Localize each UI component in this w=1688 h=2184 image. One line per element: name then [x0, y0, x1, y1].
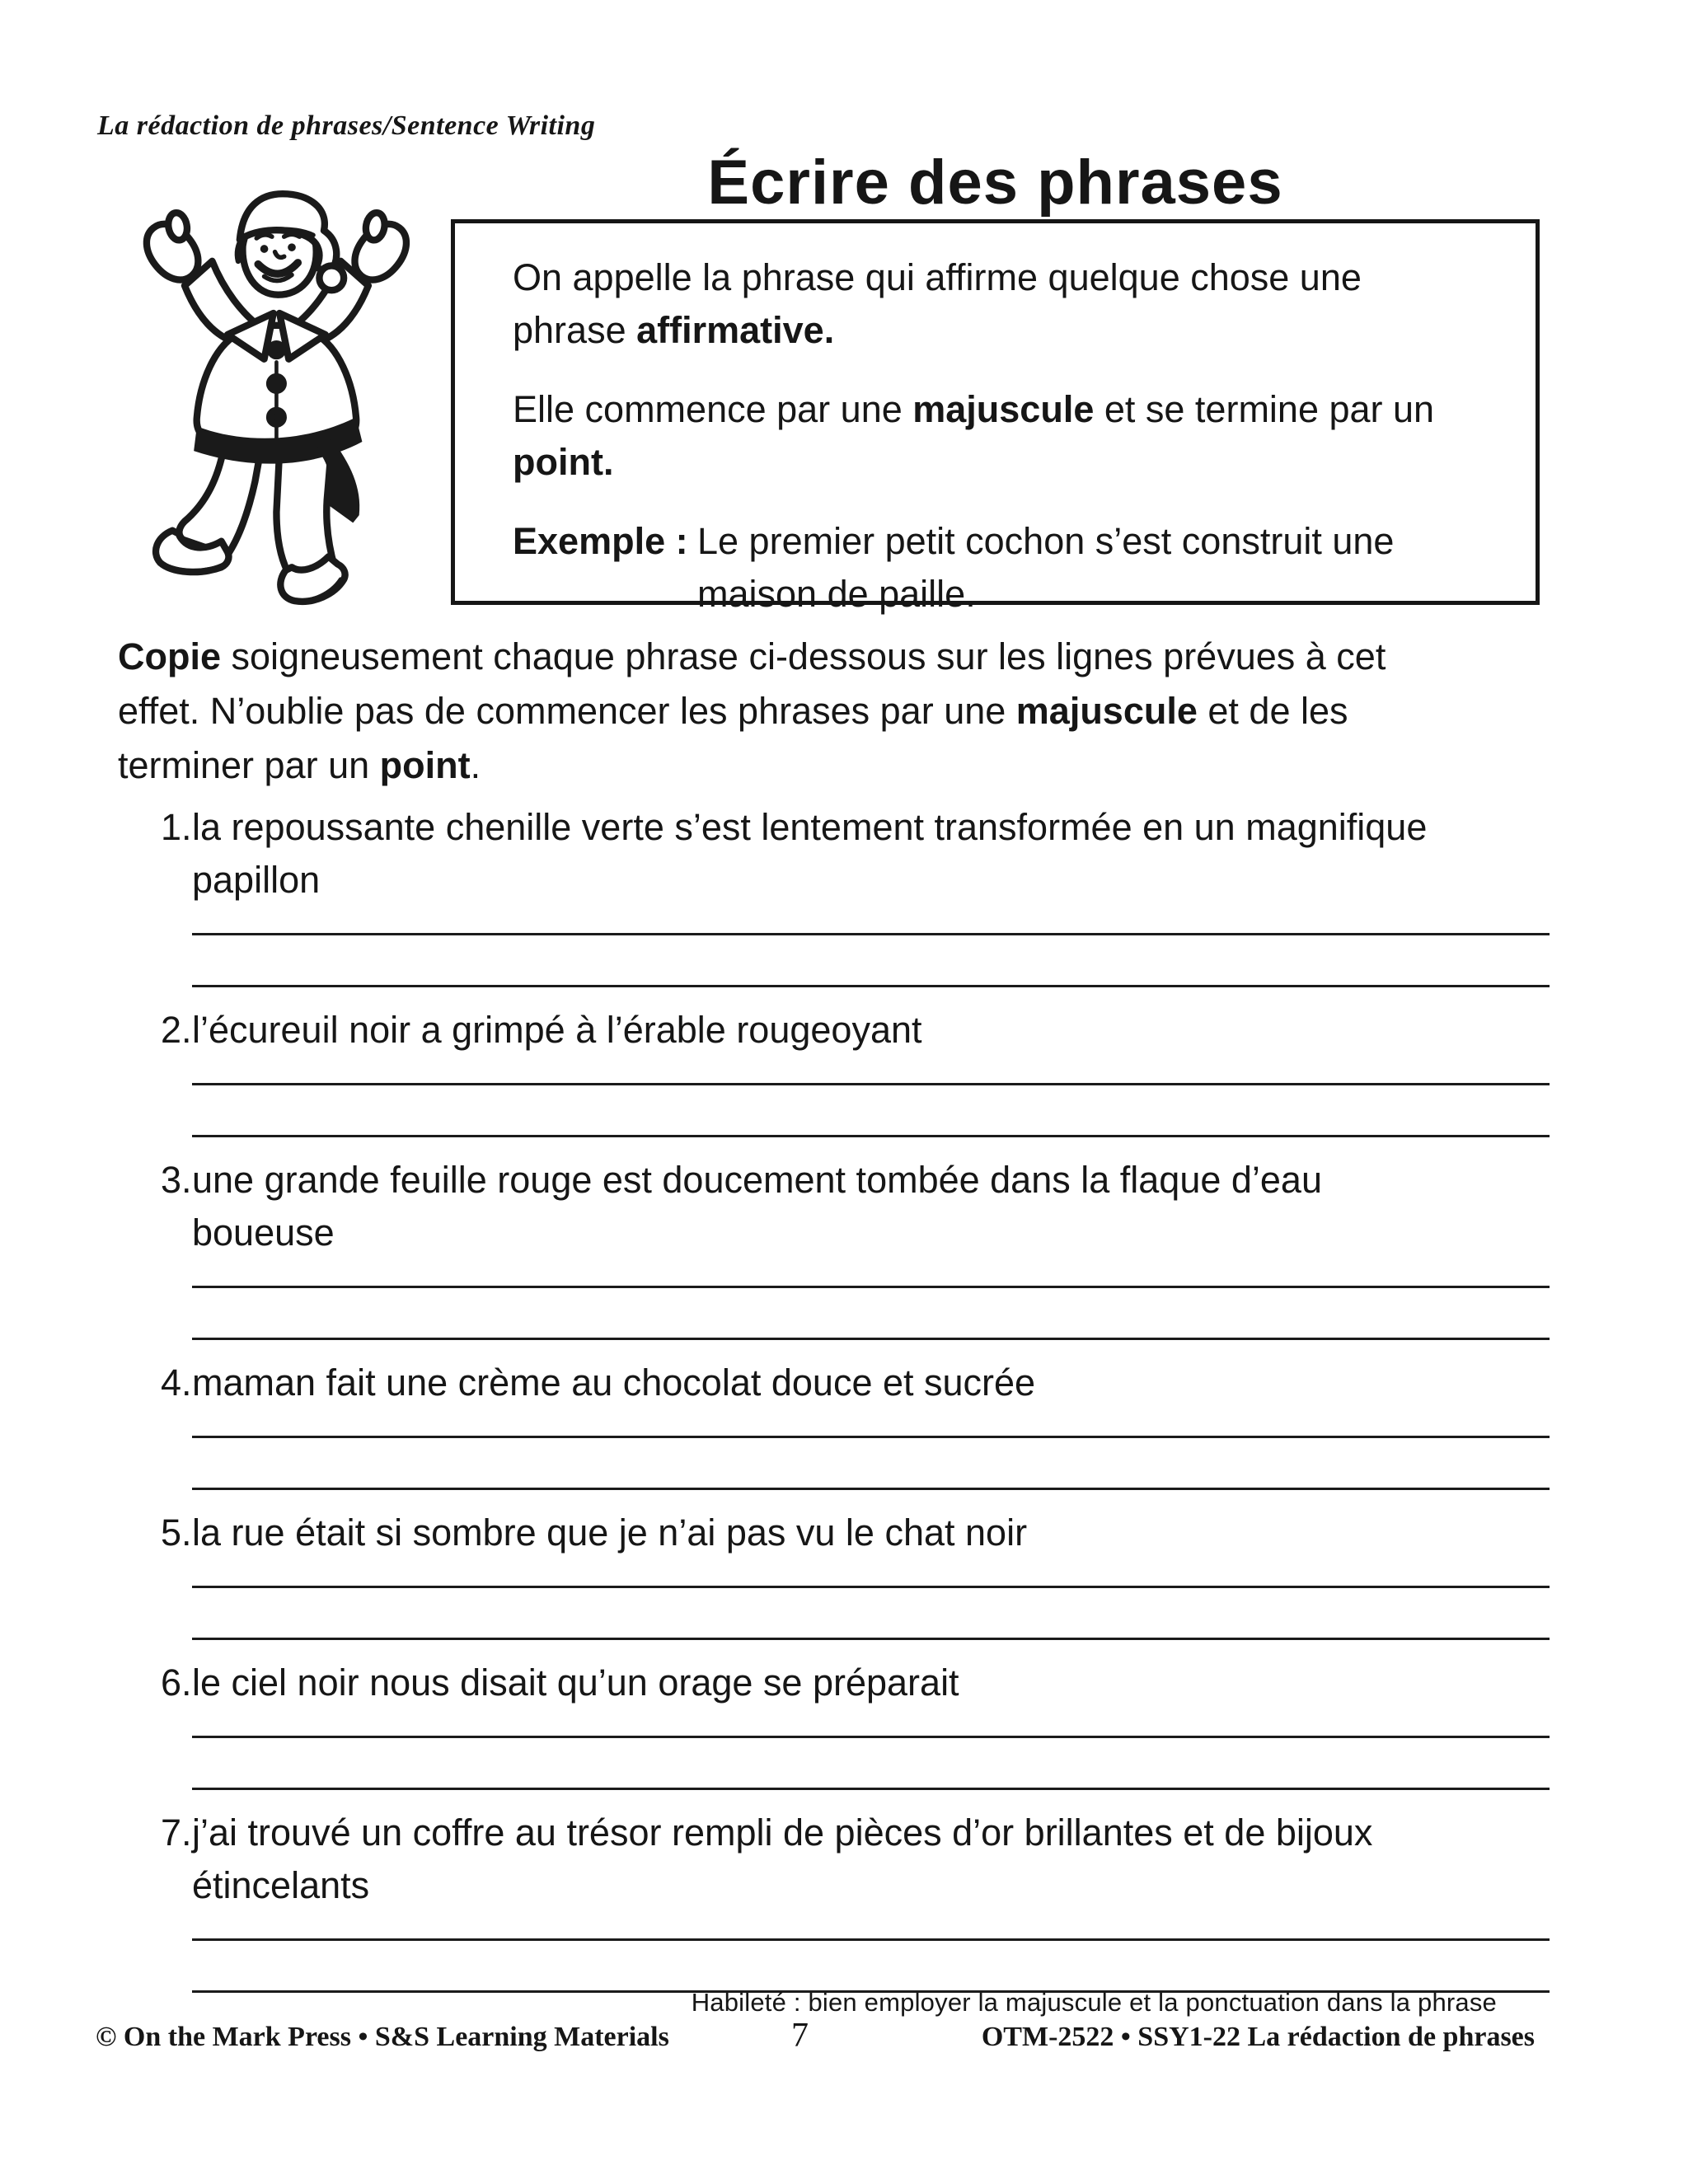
item-sentence: la repoussante chenille verte s’est lentement transformée en un magnifique: [192, 806, 1428, 848]
item-number: 3.: [161, 1159, 192, 1201]
writing-line: [192, 1135, 1550, 1137]
item-number: 7.: [161, 1811, 192, 1854]
item-sentence: étincelants: [192, 1864, 370, 1906]
writing-line: [192, 1938, 1550, 1941]
writing-line: [192, 1338, 1550, 1340]
writing-line: [192, 1083, 1550, 1085]
clown-illustration: [101, 185, 462, 613]
item-number: 4.: [161, 1361, 192, 1404]
item-sentence: maman fait une crème au chocolat douce et sucrée: [192, 1361, 1036, 1404]
definition-majuscule-point: Elle commence par une majuscule et se termine par un point.: [513, 388, 1435, 483]
writing-line: [192, 985, 1550, 987]
item-sentence: papillon: [192, 859, 321, 901]
worksheet-title: Écrire des phrases: [707, 148, 1283, 218]
definition-box: [451, 219, 1540, 615]
example-sentence: Exemple : Le premier petit cochon s’est construit une maison de paille.: [513, 515, 1503, 621]
item-sentence: l’écureuil noir a grimpé à l’érable rougeoyant: [192, 1009, 922, 1051]
exercise-item-2: [118, 1004, 1550, 1154]
page-number: 7: [791, 2017, 809, 2055]
exercise-item-7: [118, 1807, 1550, 2009]
item-number: 1.: [161, 806, 192, 848]
definition-affirmative: On appelle la phrase qui affirme quelque chose une phrase affirmative.: [513, 256, 1362, 351]
exercise-item-6: [118, 1657, 1550, 1807]
writing-line: [192, 1488, 1550, 1490]
exercise-item-1: [118, 801, 1550, 1004]
writing-line: [192, 1586, 1550, 1588]
document-header: La rédaction de phrases/Sentence Writing: [97, 110, 596, 141]
writing-line: [192, 1736, 1550, 1738]
item-number: 6.: [161, 1661, 192, 1704]
product-code: OTM-2522 • SSY1-22 La rédaction de phrases: [981, 2022, 1535, 2052]
item-sentence: j’ai trouvé un coffre au trésor rempli de pièces d’or brillantes et de bijoux: [192, 1811, 1373, 1854]
copyright-text: © On the Mark Press • S&S Learning Materials: [96, 2022, 669, 2052]
writing-line: [192, 1286, 1550, 1288]
item-sentence: la rue était si sombre que je n’ai pas vu le chat noir: [192, 1511, 1028, 1554]
exercise-list: [118, 801, 1550, 2009]
writing-line: [192, 1436, 1550, 1438]
item-number: 2.: [161, 1009, 192, 1051]
item-sentence: le ciel noir nous disait qu’un orage se préparait: [192, 1661, 959, 1704]
instructions-text: Copie soigneusement chaque phrase ci-dessous sur les lignes prévues à cet effet. N’oublie pas de commencer les phrases par une majuscule et de les terminer par un point.: [118, 635, 1386, 786]
exercise-item-4: [118, 1357, 1550, 1507]
skill-note: Habileté : bien employer la majuscule et la ponctuation dans la phrase: [691, 1988, 1497, 2017]
writing-line: [192, 933, 1550, 935]
item-sentence: boueuse: [192, 1212, 335, 1254]
item-number: 5.: [161, 1511, 192, 1554]
item-sentence: une grande feuille rouge est doucement tombée dans la flaque d’eau: [192, 1159, 1322, 1201]
writing-line: [192, 1788, 1550, 1790]
exercise-item-3: [118, 1154, 1550, 1357]
example-label: Exemple :: [513, 520, 688, 562]
exercise-item-5: [118, 1507, 1550, 1657]
writing-line: [192, 1638, 1550, 1640]
